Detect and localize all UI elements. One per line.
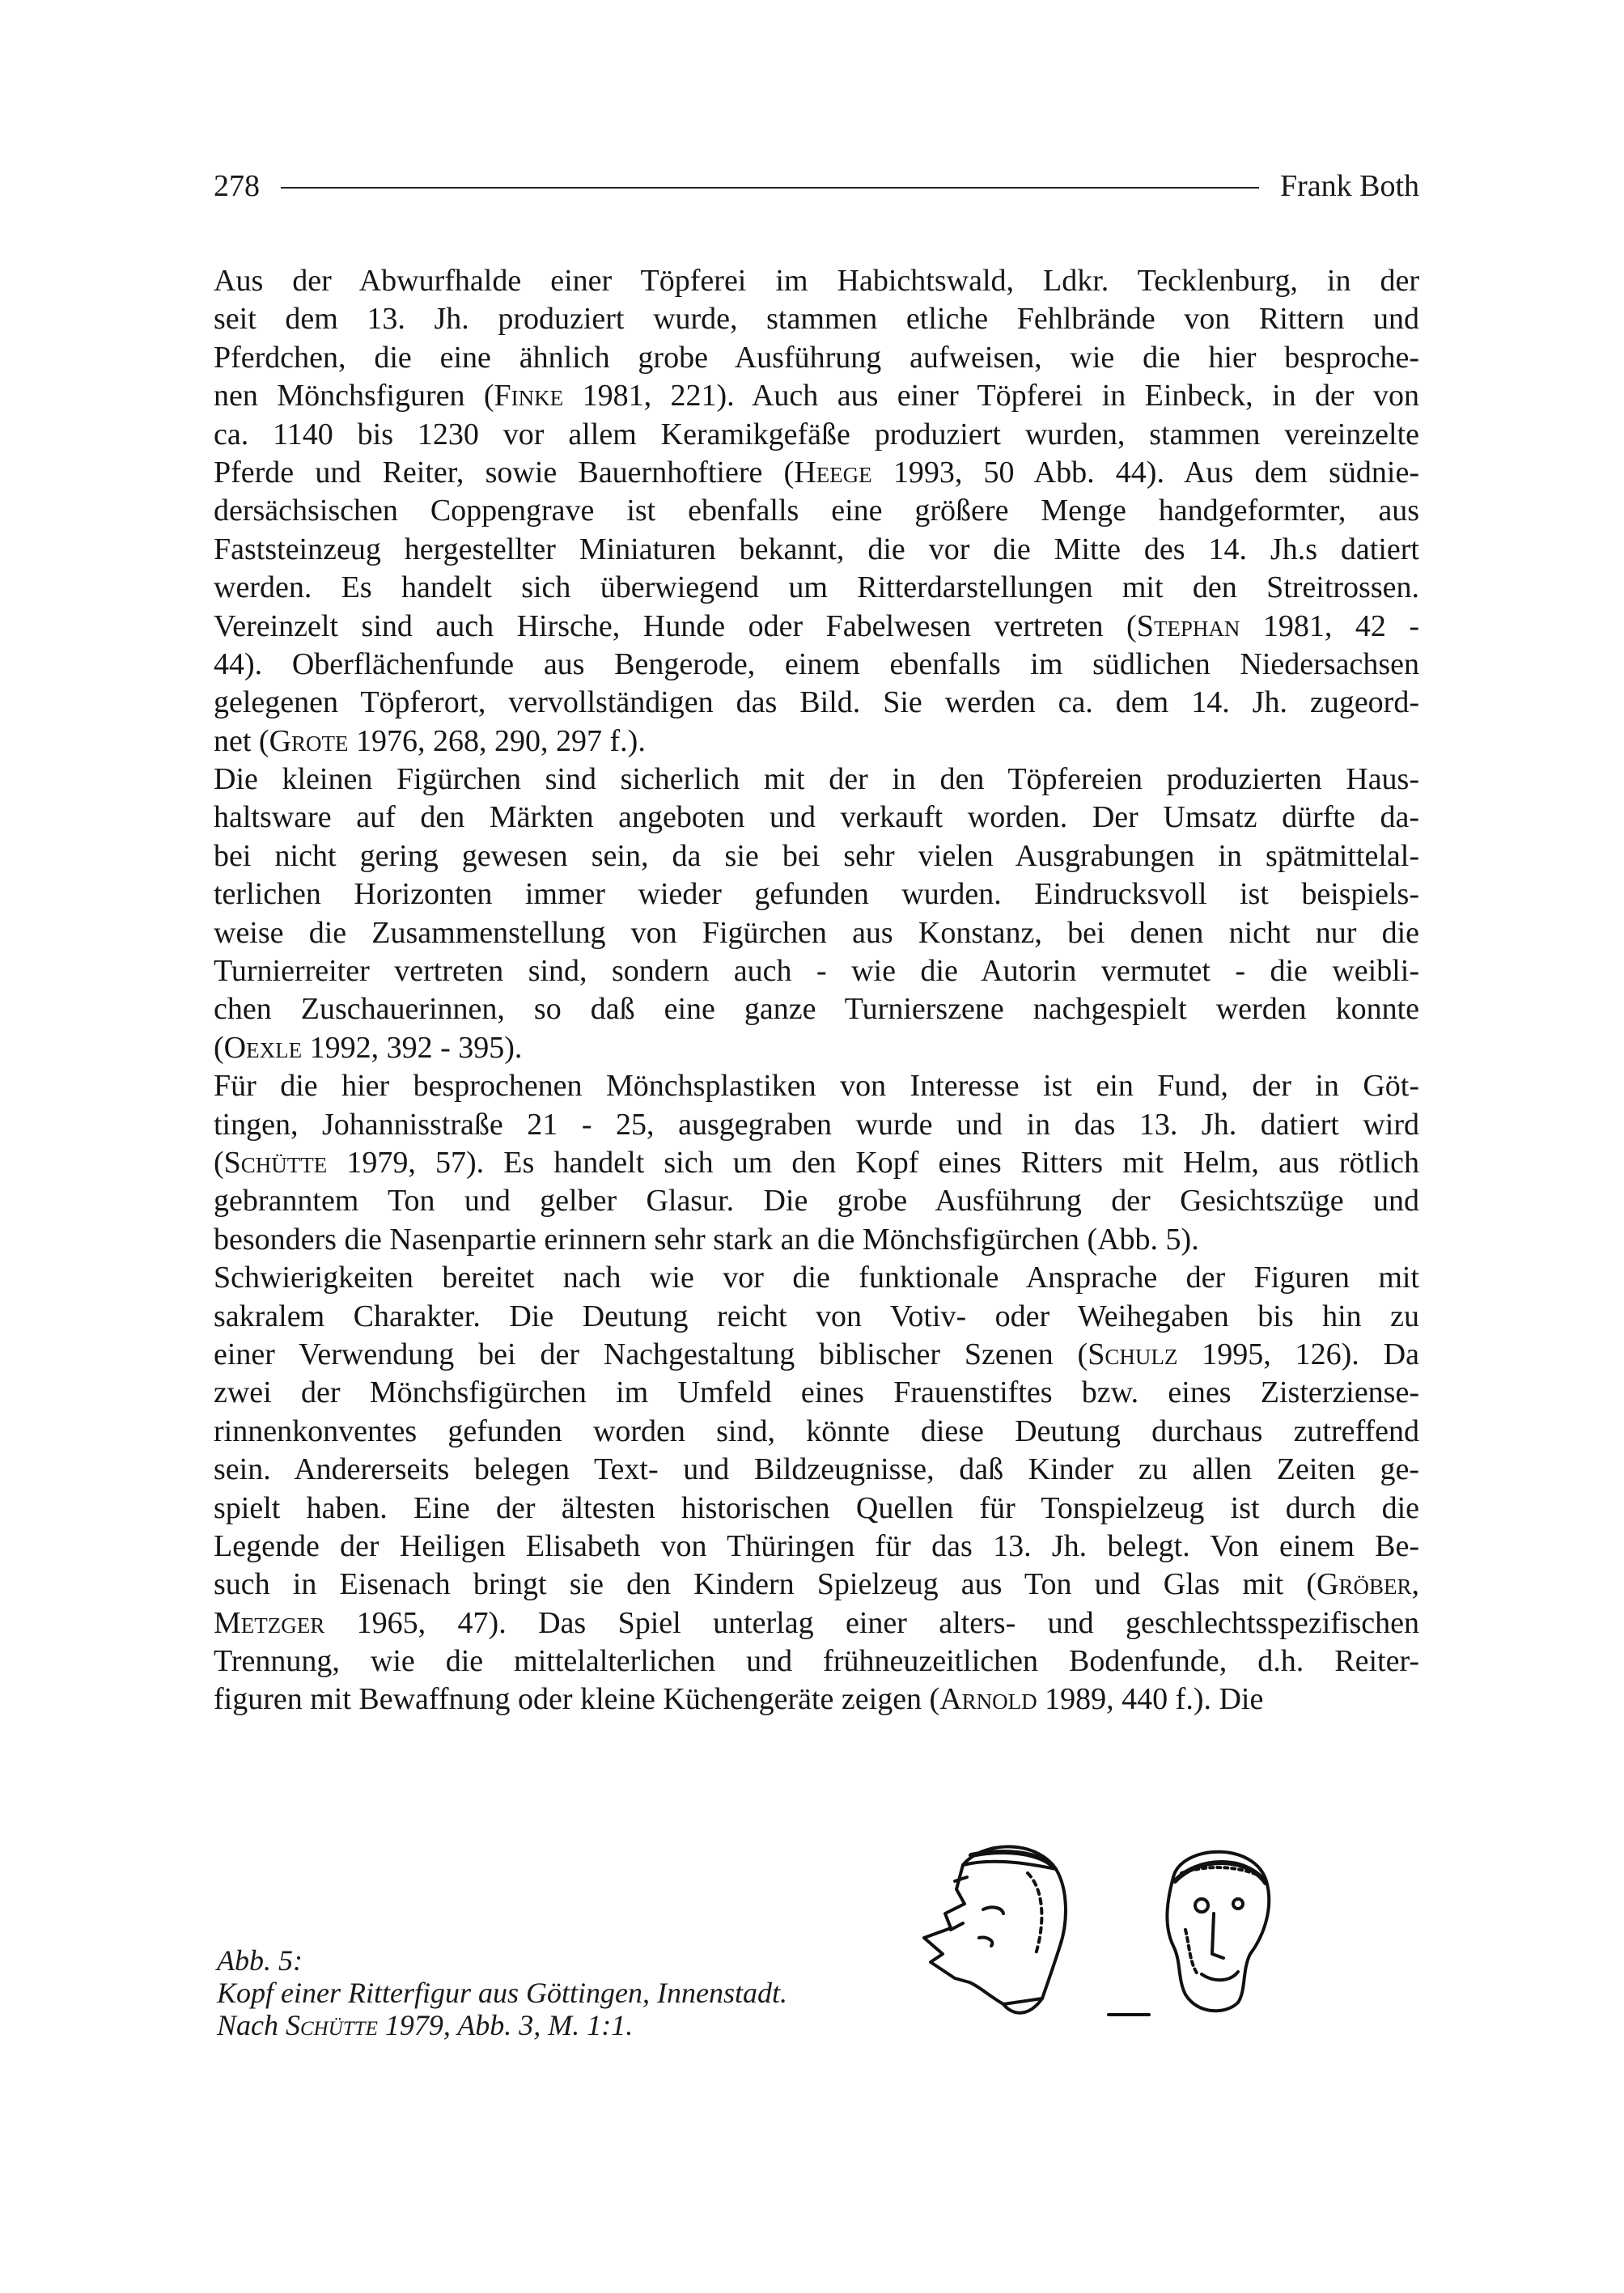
text-line: Pferde und Reiter, sowie Bauernhoftiere (Heege 1993, 50 Abb. 44). Aus dem südnie- — [214, 455, 1419, 490]
text-line: Metzger 1965, 47). Das Spiel unterlag einer alters- und geschlechtsspezifischen — [214, 1605, 1419, 1640]
text-line: chen Zuschauerinnen, so daß eine ganze Turnierszene nachgespielt werden konnte — [214, 992, 1419, 1027]
text-line: Faststeinzeug hergestellter Miniaturen bekannt, die vor die Mitte des 14. Jh.s datiert — [214, 532, 1419, 566]
text-line: Legende der Heiligen Elisabeth von Thüringen für das 13. Jh. belegt. Von einem Be- — [214, 1528, 1419, 1563]
author-citation: Metzger — [214, 1605, 325, 1640]
text-line: Vereinzelt sind auch Hirsche, Hunde oder Fabelwesen vertreten (Stephan 1981, 42 - — [214, 608, 1420, 643]
text-line: besonders die Nasenpartie erinnern sehr stark an die Mönchsfigürchen (Abb. 5). — [214, 1222, 1199, 1257]
text-line: Schwierigkeiten bereitet nach wie vor die funktionale Ansprache der Figuren mit — [214, 1261, 1419, 1295]
figure-caption — [217, 1944, 864, 2041]
knight-head-drawing — [906, 1833, 1327, 2043]
text-line: sein. Andererseits belegen Text- und Bildzeugnisse, daß Kinder zu allen Zeiten ge- — [214, 1452, 1419, 1487]
text-line: Aus der Abwurfhalde einer Töpferei im Habichtswald, Ldkr. Tecklenburg, in der — [214, 264, 1419, 298]
author-citation: Oexle — [223, 1030, 303, 1065]
text-line: zwei der Mönchsfigürchen im Umfeld eines Frauenstiftes bzw. eines Zisterziense- — [214, 1375, 1419, 1410]
author-citation: Schulz — [1088, 1337, 1178, 1371]
text-line: (Oexle 1992, 392 - 395). — [214, 1030, 523, 1065]
text-line: werden. Es handelt sich überwiegend um Ritterdarstellungen mit den Streitrossen. — [214, 570, 1419, 605]
text-line: einer Verwendung bei der Nachgestaltung biblischer Szenen (Schulz 1995, 126). Da — [214, 1337, 1419, 1371]
header-rule — [281, 187, 1259, 189]
author-citation: Stephan — [1136, 608, 1240, 643]
text-line: such in Eisenach bringt sie den Kindern Spielzeug aus Ton und Glas mit (Gröber, — [214, 1567, 1419, 1602]
text-line: gelegenen Töpferort, vervollständigen das Bild. Sie werden ca. dem 14. Jh. zugeord- — [214, 685, 1419, 720]
text-line: gebranntem Ton und gelber Glasur. Die grobe Ausführung der Gesichtszüge und — [214, 1184, 1419, 1219]
text-line: sakralem Charakter. Die Deutung reicht von Votiv- oder Weihegaben bis hin zu — [214, 1299, 1419, 1333]
author-citation: Schütte — [223, 1145, 328, 1180]
text-line: Trennung, wie die mittelalterlichen und frühneuzeitlichen Bodenfunde, d.h. Reiter- — [214, 1644, 1419, 1679]
text-line: haltsware auf den Märkten angeboten und verkauft worden. Der Umsatz dürfte da- — [214, 800, 1419, 835]
text-line: net (Grote 1976, 268, 290, 297 f.). — [214, 723, 646, 758]
text-line: rinnenkonventes gefunden worden sind, könnte diese Deutung durchaus zutreffend — [214, 1414, 1419, 1448]
author-citation: Heege — [794, 455, 872, 490]
text-line: ca. 1140 bis 1230 vor allem Keramikgefäße produziert wurden, stammen vereinzelte — [214, 417, 1419, 451]
running-header — [214, 162, 1419, 210]
caption-label: Abb. 5: — [217, 1944, 303, 1977]
text-line: dersächsischen Coppengrave ist ebenfalls eine größere Menge handgeformter, aus — [214, 494, 1419, 528]
body-text — [214, 262, 1419, 1719]
author-citation: Arnold — [939, 1682, 1037, 1717]
text-line: 44). Oberflächenfunde aus Bengerode, einem ebenfalls im südlichen Niedersachsen — [214, 646, 1419, 681]
author-citation: Gröber — [1317, 1567, 1412, 1602]
text-line: Die kleinen Figürchen sind sicherlich mit der in den Töpfereien produzierten Haus- — [214, 762, 1419, 797]
caption-line-1: Kopf einer Ritterfigur aus Göttingen, Innenstadt. — [217, 1977, 787, 2009]
running-title: Frank Both — [1279, 169, 1419, 203]
text-line: seit dem 13. Jh. produziert wurde, stammen etliche Fehlbrände von Rittern und — [214, 302, 1419, 337]
text-line: bei nicht gering gewesen sein, da sie bei sehr vielen Ausgrabungen in spätmittelal- — [214, 838, 1419, 873]
text-line: tingen, Johannisstraße 21 - 25, ausgegraben wurde und in das 13. Jh. datiert wird — [214, 1107, 1419, 1142]
caption-line-2: Nach Schütte 1979, Abb. 3, M. 1:1. — [217, 2009, 634, 2041]
author-citation: Finke — [494, 379, 564, 413]
text-line: weise die Zusammenstellung von Figürchen aus Konstanz, bei denen nicht nur die — [214, 915, 1419, 950]
knight-head-illustration — [906, 1833, 1327, 2043]
author-citation: Grote — [269, 723, 349, 758]
text-line: Turnierreiter vertreten sind, sondern auch - wie die Autorin vermutet - die weibli- — [214, 954, 1419, 989]
text-line: nen Mönchsfiguren (Finke 1981, 221). Auch aus einer Töpferei in Einbeck, in der von — [214, 379, 1419, 413]
text-line: Für die hier besprochenen Mönchsplastiken von Interesse ist ein Fund, der in Göt- — [214, 1069, 1419, 1104]
text-line: spielt haben. Eine der ältesten historischen Quellen für Tonspielzeug ist durch die — [214, 1490, 1419, 1525]
text-line: figuren mit Bewaffnung oder kleine Küchengeräte zeigen (Arnold 1989, 440 f.). Die — [214, 1682, 1264, 1717]
text-line: (Schütte 1979, 57). Es handelt sich um den Kopf eines Ritters mit Helm, aus rötlich — [214, 1145, 1419, 1180]
text-line: Pferdchen, die eine ähnlich grobe Ausführung aufweisen, wie die hier besproche- — [214, 340, 1419, 375]
text-line: terlichen Horizonten immer wieder gefunden wurden. Eindrucksvoll ist beispiels- — [214, 877, 1419, 912]
page-number: 278 — [214, 169, 260, 203]
